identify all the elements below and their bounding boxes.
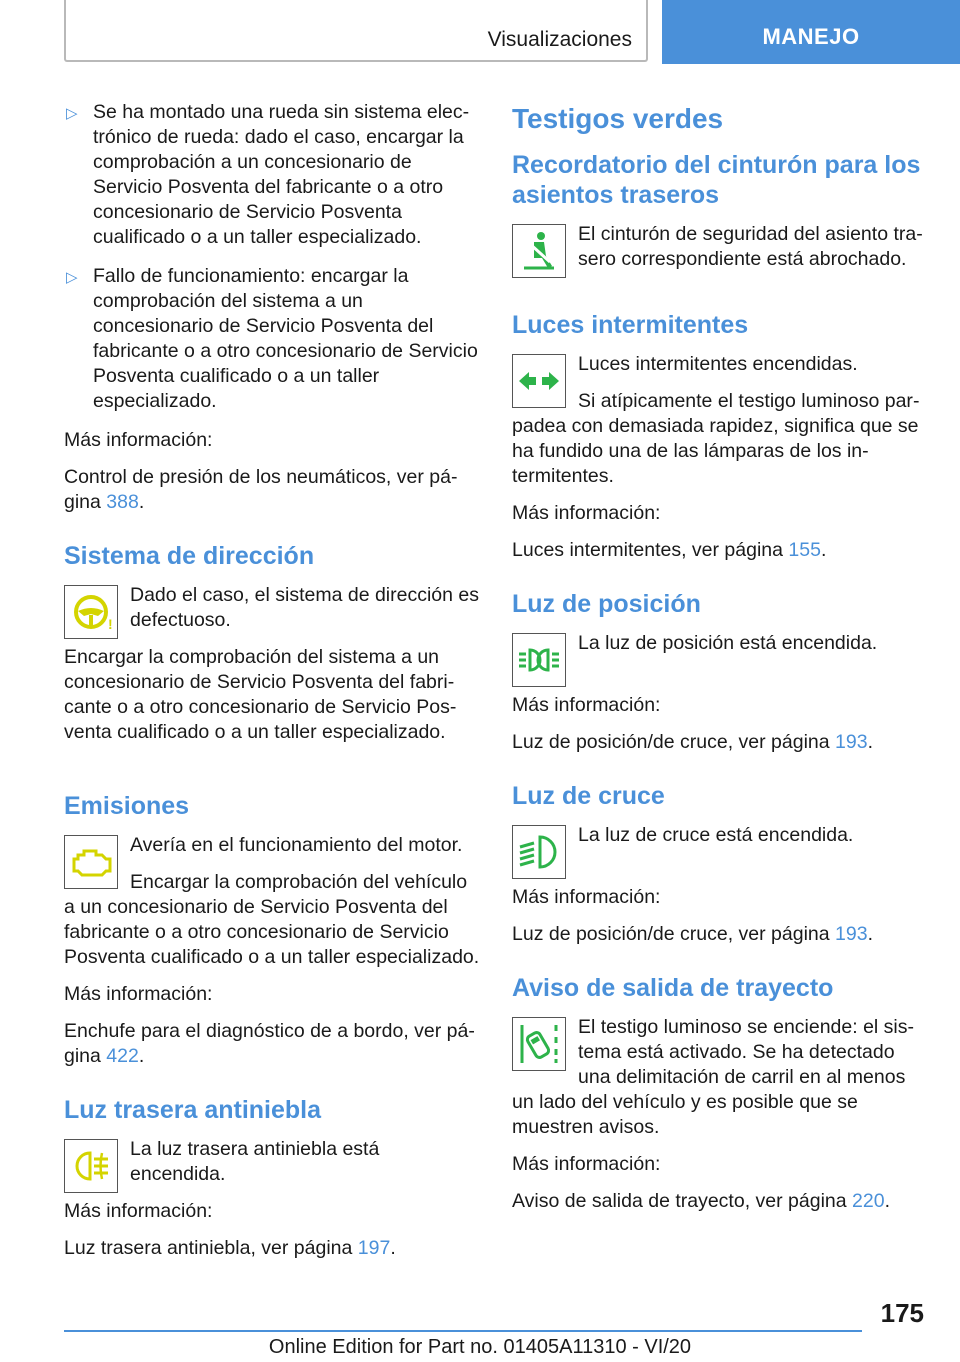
page-link[interactable]: 155 [788,539,821,561]
steering-warning-icon [64,585,118,639]
footer-divider [64,1330,862,1332]
svg-text:!: ! [108,616,113,632]
page-link[interactable]: 220 [852,1190,885,1212]
turn-signal-icon [512,354,566,408]
more-info-label: Más información: [512,694,661,716]
reference: Control de presión de los neumáticos, ver página 388. [64,466,458,513]
footer-edition [0,1336,960,1359]
heading-steering: Sistema de dirección [64,542,315,570]
heading-seat-belt: Recordatorio del cinturón para los asientos traseros [512,151,921,209]
edition-text: Online Edition for Part no. 01405A11310 - VI/20 [268,1336,692,1358]
right-column: Testigos verdes Recordatorio del cinturón para los asientos traseros El cinturón de seguridad del asiento trasero correspondiente está abrochado. Luces intermitentes Luces intermitentes encendidas. Si atípicamente el testigo luminoso parpadea con demasiada rapidez, significa que se ha fundido una de las lámparas de los intermitentes. Más información: Luces intermitentes, ver página 155. Luz de posición La luz de posición está encendida. Más información: Luz de posición/de cruce, ver página 193. Luz de cruce La luz de cruce está encendida. Más información: Luz de posición/de cruce, ver página 193. Aviso de salida de trayecto El testigo luminoso se enciende: el sistema está activado. Se ha detectado una delimitación de carril en al menos un lado del vehículo y es posible que se muestren avisos. Más información: Aviso de salida de trayecto, ver página 220. [512,100,928,1226]
heading-rear-fog: Luz trasera antiniebla [64,1096,322,1124]
more-info-label: Más información: [64,983,213,1005]
heading-green-indicators: Testigos verdes [512,103,724,134]
page-link[interactable]: 197 [357,1237,391,1259]
reference: Luces intermitentes, ver página 155. [512,539,827,561]
more-info-label: Más información: [64,1200,213,1222]
more-info-label: Más información: [512,502,661,524]
page-link[interactable]: 388 [106,491,139,513]
heading-position-light: Luz de posición [512,590,701,618]
heading-low-beam: Luz de cruce [512,782,665,810]
triangle-bullet-icon: ▷ [66,105,78,122]
more-info-label: Más información: [512,1153,661,1175]
low-beam-icon [512,825,566,879]
left-column: ▷ Se ha montado una rueda sin sistema electrónico de rueda: dado el caso, encargar la comprobación a un concesionario de Servicio Posventa del fabricante o a otro concesionario de Servicio Posventa cualificado o a un taller especializado. ▷ Fallo de funcionamiento: encargar la comprobación del sistema a un concesionario de Servicio Posventa del fabricante o a otro concesionario de Servicio Posventa cualificado o a un taller especializado. Más información: Control de presión de los neumáticos, ver página 388. Sistema de dirección ! Dado el caso, el sistema de dirección es defectuoso. Encargar la comprobación del sistema a un concesionario de Servicio Posventa del fabricante o a otro concesionario de Servicio Posventa cualificado o a un taller especializado. Emisiones Avería en el funcionamiento del motor. Encargar la comprobación del vehículo a un concesionario de Servicio Posventa del fabricante o a otro concesionario de Servicio Posventa cualificado o a un taller especializado. Más información: Enchufe para el diagnóstico de a bordo, ver página 422. Luz trasera antiniebla La luz trasera antiniebla está encendida. Más información: Luz trasera antiniebla, ver página 197. [64,101,480,1259]
list-item: ▷ Se ha montado una rueda sin sistema electrónico de rueda: dado el caso, encargar la comprobación a un concesionario de Servicio Posventa del fabricante o a otro concesionario de Servicio Posventa cualificado o a un taller especializado. [66,101,470,248]
section-title: Visualizaciones [487,28,632,51]
chapter-tab: MANEJO [662,0,960,64]
page-link[interactable]: 193 [835,731,868,753]
page-number: 175 [880,1298,924,1328]
triangle-bullet-icon: ▷ [66,269,78,286]
reference: Luz de posición/de cruce, ver página 193. [512,731,874,753]
engine-check-icon [64,835,118,889]
heading-emissions: Emisiones [64,792,190,820]
more-info-label: Más información: [64,429,213,451]
reference: Enchufe para el diagnóstico de a bordo, ver página 422. [64,1020,475,1067]
reference: Aviso de salida de trayecto, ver página 220. [512,1190,890,1212]
page-link[interactable]: 422 [106,1045,139,1067]
lane-departure-icon [512,1017,566,1071]
more-info-label: Más información: [512,886,661,908]
position-light-icon [512,633,566,687]
rear-fog-light-icon [64,1139,118,1193]
reference: Luz trasera antiniebla, ver página 197. [64,1237,396,1259]
reference: Luz de posición/de cruce, ver página 193. [512,923,874,945]
heading-lane-departure: Aviso de salida de trayecto [512,974,834,1002]
page-link[interactable]: 193 [835,923,868,945]
list-item: ▷ Fallo de funcionamiento: encargar la comprobación del sistema a un concesionario de Servicio Posventa del fabricante o a otro concesionario de Servicio Posventa cualificado o a un taller especializado. [66,265,478,412]
seat-belt-icon [512,224,566,278]
heading-turn-signals: Luces intermitentes [512,311,749,339]
